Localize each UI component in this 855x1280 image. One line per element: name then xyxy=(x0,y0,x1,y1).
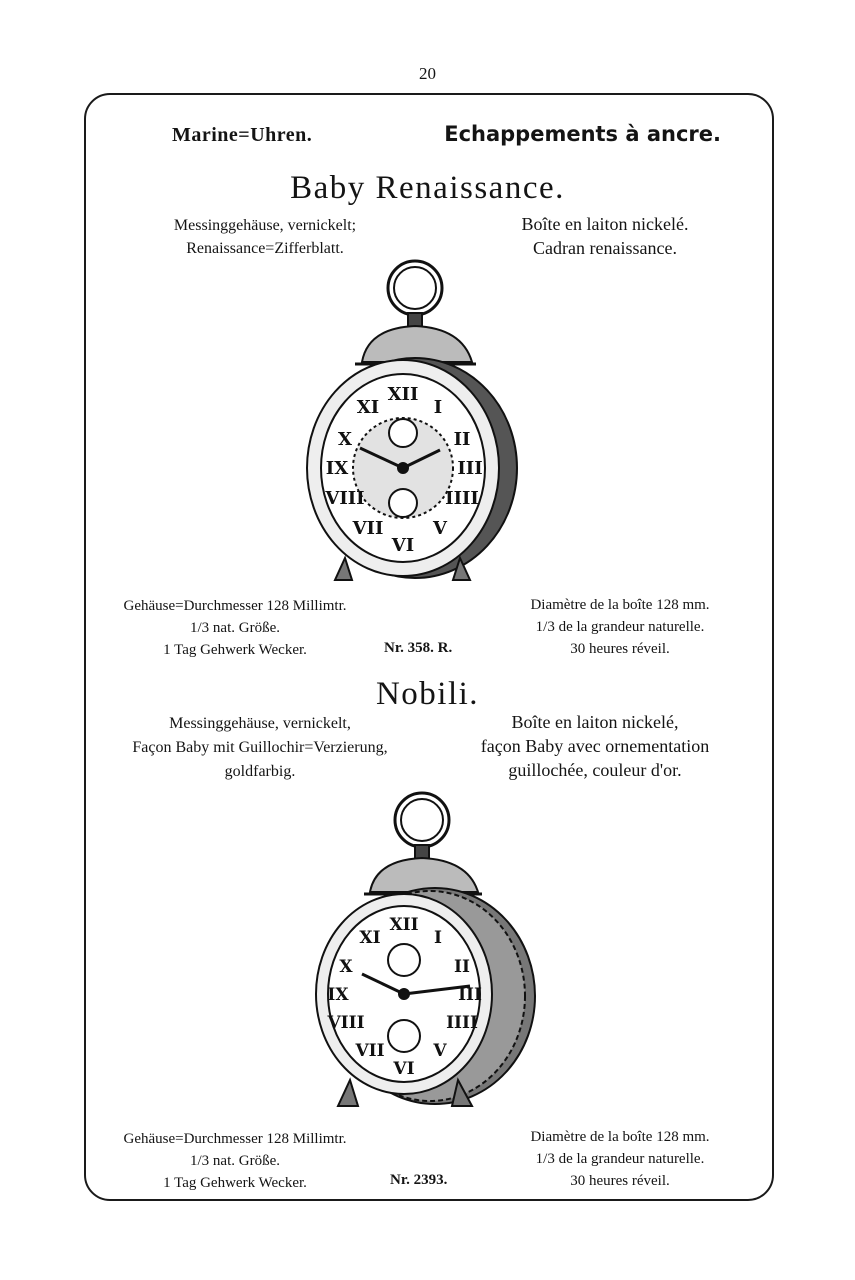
spec-german xyxy=(100,1128,370,1194)
page-number: 20 xyxy=(419,64,436,83)
description-line: guillochée, couleur d'or. xyxy=(508,760,682,780)
description-line: Boîte en laiton nickelé, xyxy=(511,712,679,732)
spec-line: Gehäuse=Durchmesser 128 Millimtr. xyxy=(123,1131,347,1147)
description-line: Boîte en laiton nickelé. xyxy=(521,214,689,234)
spec-line: 1/3 nat. Größe. xyxy=(190,1153,280,1169)
svg-text:III: III xyxy=(458,985,482,1005)
svg-text:VIII: VIII xyxy=(325,488,365,509)
header-left: Marine=Uhren. xyxy=(172,124,313,146)
description-line: façon Baby avec ornementation xyxy=(480,736,710,756)
svg-text:VI: VI xyxy=(391,535,415,556)
product-title-baby-renaissance: Baby Renaissance. xyxy=(290,170,565,206)
description-french xyxy=(440,710,750,782)
spec-german xyxy=(100,595,370,661)
description-french xyxy=(470,212,740,260)
spec-line: 1 Tag Gehwerk Wecker. xyxy=(163,1175,307,1191)
svg-text:V: V xyxy=(433,518,447,539)
spec-line: 1 Tag Gehwerk Wecker. xyxy=(163,642,307,658)
svg-text:X: X xyxy=(338,429,352,450)
svg-text:V: V xyxy=(433,1041,447,1061)
spec-line: 30 heures réveil. xyxy=(570,641,670,657)
spec-line: 30 heures réveil. xyxy=(570,1173,670,1189)
description-line: goldfarbig. xyxy=(224,763,296,780)
description-line: Messinggehäuse, vernickelt; xyxy=(173,217,357,234)
spec-line: Diamètre de la boîte 128 mm. xyxy=(530,597,710,613)
header-right: Echappements à ancre. xyxy=(444,122,721,146)
product-number: Nr. 358. R. xyxy=(384,640,453,656)
description-german xyxy=(140,214,390,260)
svg-text:III: III xyxy=(457,458,483,479)
svg-text:IX: IX xyxy=(325,458,349,479)
svg-text:IX: IX xyxy=(327,985,349,1005)
description-line: Façon Baby mit Guillochir=Verzierung, xyxy=(132,739,388,756)
svg-text:X: X xyxy=(339,957,353,977)
svg-text:XI: XI xyxy=(359,928,381,948)
spec-line: 1/3 de la grandeur naturelle. xyxy=(535,1151,705,1167)
spec-line: Diamètre de la boîte 128 mm. xyxy=(530,1129,710,1145)
svg-text:I: I xyxy=(433,397,443,418)
spec-line: 1/3 nat. Größe. xyxy=(190,620,280,636)
product-number: Nr. 2393. xyxy=(390,1172,448,1188)
svg-text:VIII: VIII xyxy=(327,1013,365,1033)
svg-text:IIII: IIII xyxy=(445,488,479,509)
svg-text:VII: VII xyxy=(355,1041,385,1061)
alarm-clock-nobili-icon xyxy=(300,788,540,1118)
svg-text:XII: XII xyxy=(387,384,419,405)
alarm-clock-renaissance-icon xyxy=(290,258,520,588)
product-title-nobili: Nobili. xyxy=(375,676,480,712)
svg-text:XI: XI xyxy=(356,397,380,418)
svg-text:VII: VII xyxy=(352,518,384,539)
svg-text:II: II xyxy=(453,429,471,450)
description-german xyxy=(100,712,420,784)
spec-french xyxy=(490,1126,750,1192)
svg-text:II: II xyxy=(454,957,470,977)
svg-text:IIII: IIII xyxy=(446,1013,478,1033)
description-line: Cadran renaissance. xyxy=(533,238,677,258)
spec-french xyxy=(490,594,750,660)
description-line: Renaissance=Zifferblatt. xyxy=(186,240,344,257)
spec-line: 1/3 de la grandeur naturelle. xyxy=(535,619,705,635)
svg-text:VI: VI xyxy=(393,1059,415,1079)
svg-text:I: I xyxy=(434,928,442,948)
description-line: Messinggehäuse, vernickelt, xyxy=(169,715,351,732)
spec-line: Gehäuse=Durchmesser 128 Millimtr. xyxy=(123,598,347,614)
svg-text:XII: XII xyxy=(389,915,419,935)
